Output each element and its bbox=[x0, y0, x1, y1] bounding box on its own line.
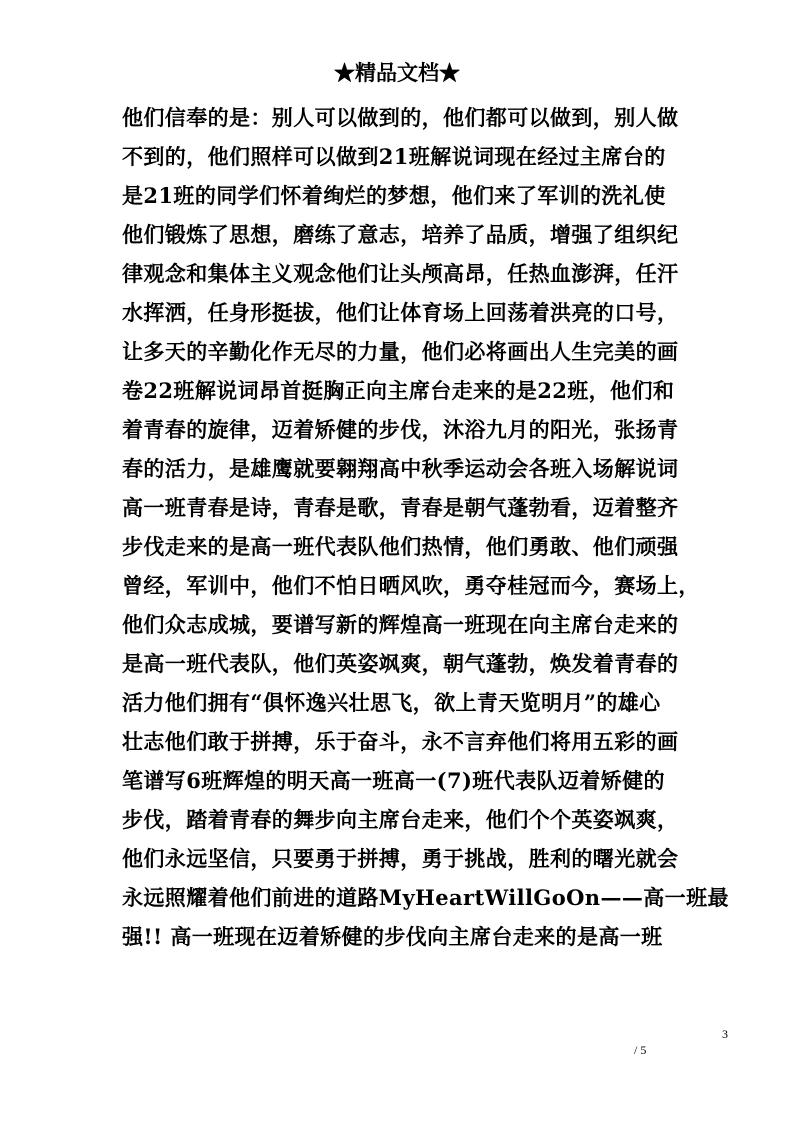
page-number: 3 bbox=[722, 1027, 728, 1041]
text-line: 他们永远坚信，只要勇于拼搏，勇于挑战，胜利的曙光就会 bbox=[122, 846, 679, 871]
text-line: 步伐，踏着青春的舞步向主席台走来，他们个个英姿飒爽， bbox=[122, 807, 679, 832]
text-line: 律观念和集体主义观念他们让头颅高昂，任热血澎湃，任汗 bbox=[122, 261, 679, 286]
text-line: 永远照耀着他们前进的道路MyHeartWillGoOn——高一班最 bbox=[122, 885, 729, 910]
document-body bbox=[122, 98, 729, 956]
text-line: 他们众志成城，要谱写新的辉煌高一班现在向主席台走来的 bbox=[122, 612, 679, 637]
text-line: 他们信奉的是：别人可以做到的，他们都可以做到，别人做 bbox=[122, 105, 679, 130]
text-line: 活力他们拥有“俱怀逸兴壮思飞，欲上青天览明月”的雄心 bbox=[122, 690, 661, 715]
text-line: 步伐走来的是高一班代表队他们热情，他们勇敢、他们顽强 bbox=[122, 534, 679, 559]
text-line: 着青春的旋律，迈着矫健的步伐，沐浴九月的阳光，张扬青 bbox=[122, 417, 679, 442]
page-header-title: ★精品文档★ bbox=[334, 60, 460, 85]
text-line: 是21班的同学们怀着绚烂的梦想，他们来了军训的洗礼使 bbox=[122, 183, 666, 208]
text-line: 强!! 高一班现在迈着矫健的步伐向主席台走来的是高一班 bbox=[122, 924, 663, 949]
text-line: 不到的，他们照样可以做到21班解说词现在经过主席台的 bbox=[122, 144, 666, 169]
page-total: / 5 bbox=[634, 1043, 647, 1057]
text-line: 春的活力，是雄鹰就要翱翔高中秋季运动会各班入场解说词 bbox=[122, 456, 679, 481]
text-line: 壮志他们敢于拼搏，乐于奋斗，永不言弃他们将用五彩的画 bbox=[122, 729, 679, 754]
text-line: 让多天的辛勤化作无尽的力量，他们必将画出人生完美的画 bbox=[122, 339, 679, 364]
text-line: 水挥洒，任身形挺拔，他们让体育场上回荡着洪亮的口号， bbox=[122, 300, 679, 325]
text-line: 卷22班解说词昂首挺胸正向主席台走来的是22班，他们和 bbox=[122, 378, 675, 403]
text-line: 是高一班代表队，他们英姿飒爽，朝气蓬勃，焕发着青春的 bbox=[122, 651, 679, 676]
text-line: 他们锻炼了思想，磨练了意志，培养了品质，增强了组织纪 bbox=[122, 222, 679, 247]
text-line: 曾经，军训中，他们不怕日晒风吹，勇夺桂冠而今，赛场上， bbox=[122, 573, 700, 598]
text-line: 笔谱写6班辉煌的明天高一班高一(7)班代表队迈着矫健的 bbox=[122, 768, 665, 793]
text-line: 高一班青春是诗，青春是歌，青春是朝气蓬勃看，迈着整齐 bbox=[122, 495, 679, 520]
